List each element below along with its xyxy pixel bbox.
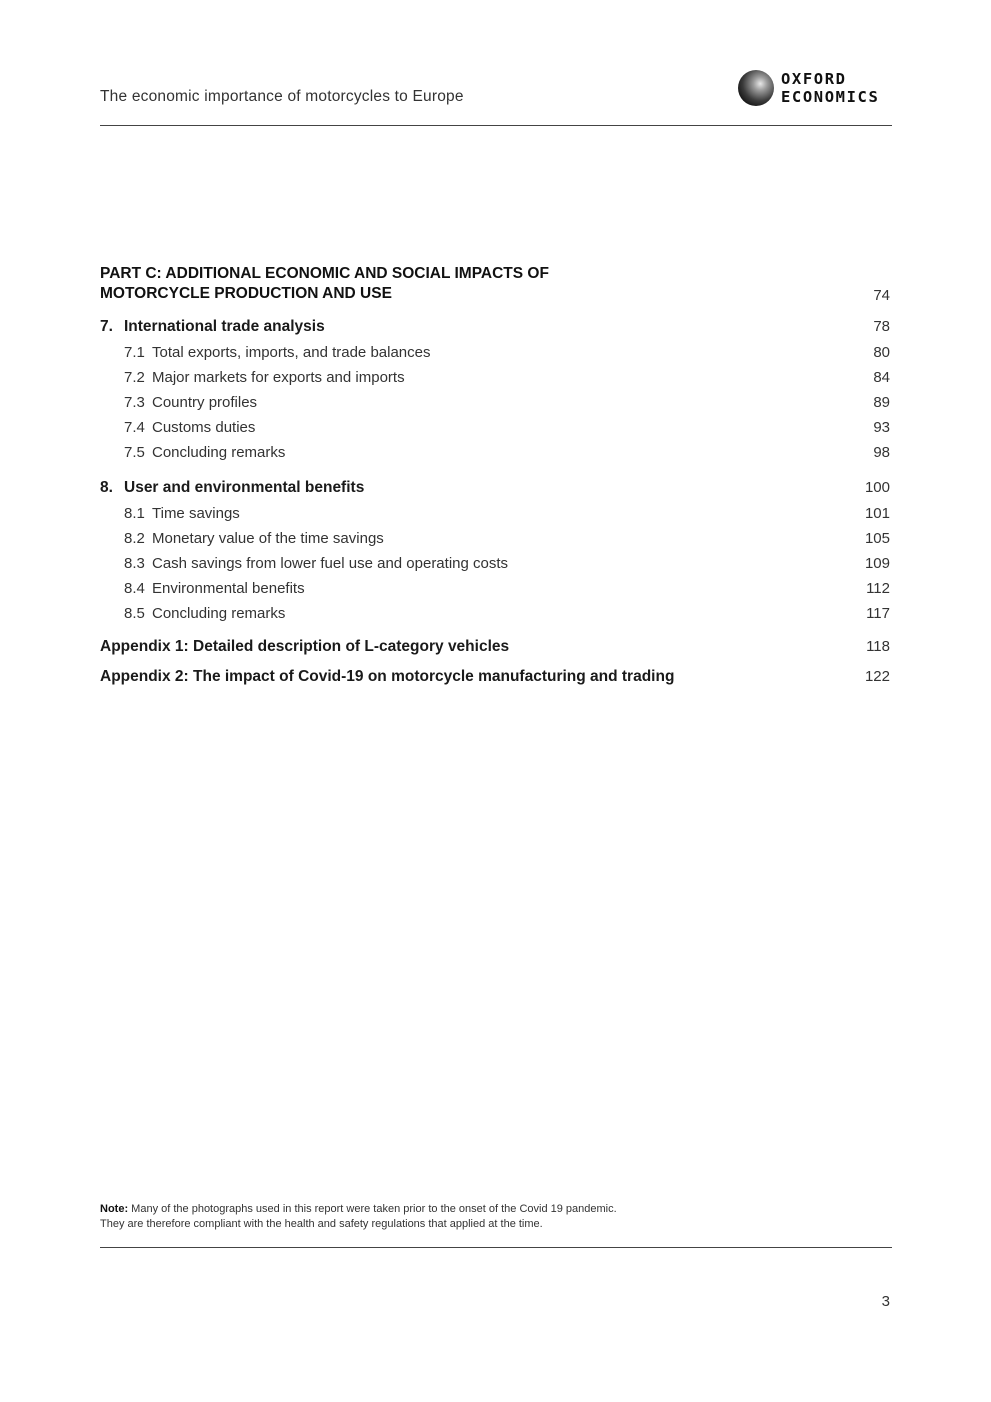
oxford-economics-logo [738,70,898,110]
toc-item-number: 7.4 [124,419,145,436]
logo-line-2: ECONOMICS [781,88,880,106]
toc-item-number: 7.5 [124,444,145,461]
toc-page-number: 84 [873,369,890,386]
toc-section-number: 8. [100,479,113,496]
logo-wordmark [781,70,879,106]
toc-page-number: 101 [864,505,890,522]
toc-page-number: 89 [873,394,890,411]
toc-item-label: Concluding remarks [152,605,286,622]
toc-item-7-4[interactable] [100,417,892,442]
toc-item-label: Time savings [152,505,240,522]
toc-appendix-2[interactable] [100,666,892,692]
toc-item-number: 8.3 [124,555,145,572]
toc-page-number: 74 [873,287,890,304]
toc-page-number: 105 [864,530,890,547]
toc-item-number: 7.3 [124,394,145,411]
toc-item-label: Concluding remarks [152,444,286,461]
toc-item-label: Customs duties [152,419,256,436]
toc-part-c[interactable] [100,264,892,306]
header-divider [100,125,892,126]
toc-item-number: 8.4 [124,580,145,597]
toc-appendix-1[interactable] [100,636,892,662]
toc-item-label: Cash savings from lower fuel use and operating costs [152,555,509,572]
toc-appendix-label: Appendix 1: Detailed description of L-category vehicles [100,638,510,655]
footer-divider [100,1247,892,1248]
toc-item-number: 7.2 [124,369,145,386]
toc-item-label: Monetary value of the time savings [152,530,384,547]
note-line-2: They are therefore compliant with the health and safety regulations that applied at the time. [100,1218,543,1230]
toc-section-7[interactable] [100,316,892,342]
toc-page-number: 80 [873,344,890,361]
globe-logo-icon [738,70,774,106]
toc-appendix-label: Appendix 2: The impact of Covid-19 on motorcycle manufacturing and trading [100,668,675,685]
page-number: 3 [881,1293,890,1310]
toc-page-number: 122 [864,668,890,685]
toc-item-7-5[interactable] [100,442,892,467]
toc-page-number: 78 [873,318,890,335]
toc-item-8-2[interactable] [100,528,892,553]
toc-item-label: Total exports, imports, and trade balances [152,344,431,361]
toc-item-8-3[interactable] [100,553,892,578]
toc-page-number: 100 [864,479,890,496]
toc-item-label: Environmental benefits [152,580,305,597]
toc-page-number: 93 [873,419,890,436]
toc-section-number: 7. [100,318,113,335]
toc-section-label: International trade analysis [124,318,325,335]
toc-item-label: Major markets for exports and imports [152,369,405,386]
logo-line-1: OXFORD [781,70,847,88]
toc-item-8-4[interactable] [100,578,892,603]
table-of-contents [100,264,892,692]
note-line-1: Many of the photographs used in this report were taken prior to the onset of the Covid 19 pandemic. [131,1203,617,1215]
document-title: The economic importance of motorcycles to Europe [100,88,464,105]
toc-item-7-3[interactable] [100,392,892,417]
toc-part-label: PART C: ADDITIONAL ECONOMIC AND SOCIAL IMPACTS OF MOTORCYCLE PRODUCTION AND USE [100,265,549,302]
toc-page-number: 117 [866,605,890,622]
toc-item-number: 7.1 [124,344,145,361]
toc-section-label: User and environmental benefits [124,479,365,496]
toc-section-8[interactable] [100,477,892,503]
toc-item-8-1[interactable] [100,503,892,528]
toc-page-number: 98 [873,444,890,461]
photo-note [100,1202,800,1232]
toc-page-number: 109 [864,555,890,572]
toc-item-label: Country profiles [152,394,258,411]
toc-item-7-1[interactable] [100,342,892,367]
toc-item-7-2[interactable] [100,367,892,392]
note-label: Note: [100,1203,129,1215]
toc-page-number: 118 [866,638,890,655]
toc-item-8-5[interactable] [100,603,892,628]
toc-item-number: 8.2 [124,530,145,547]
toc-page-number: 112 [866,580,890,597]
toc-item-number: 8.5 [124,605,145,622]
toc-item-number: 8.1 [124,505,145,522]
